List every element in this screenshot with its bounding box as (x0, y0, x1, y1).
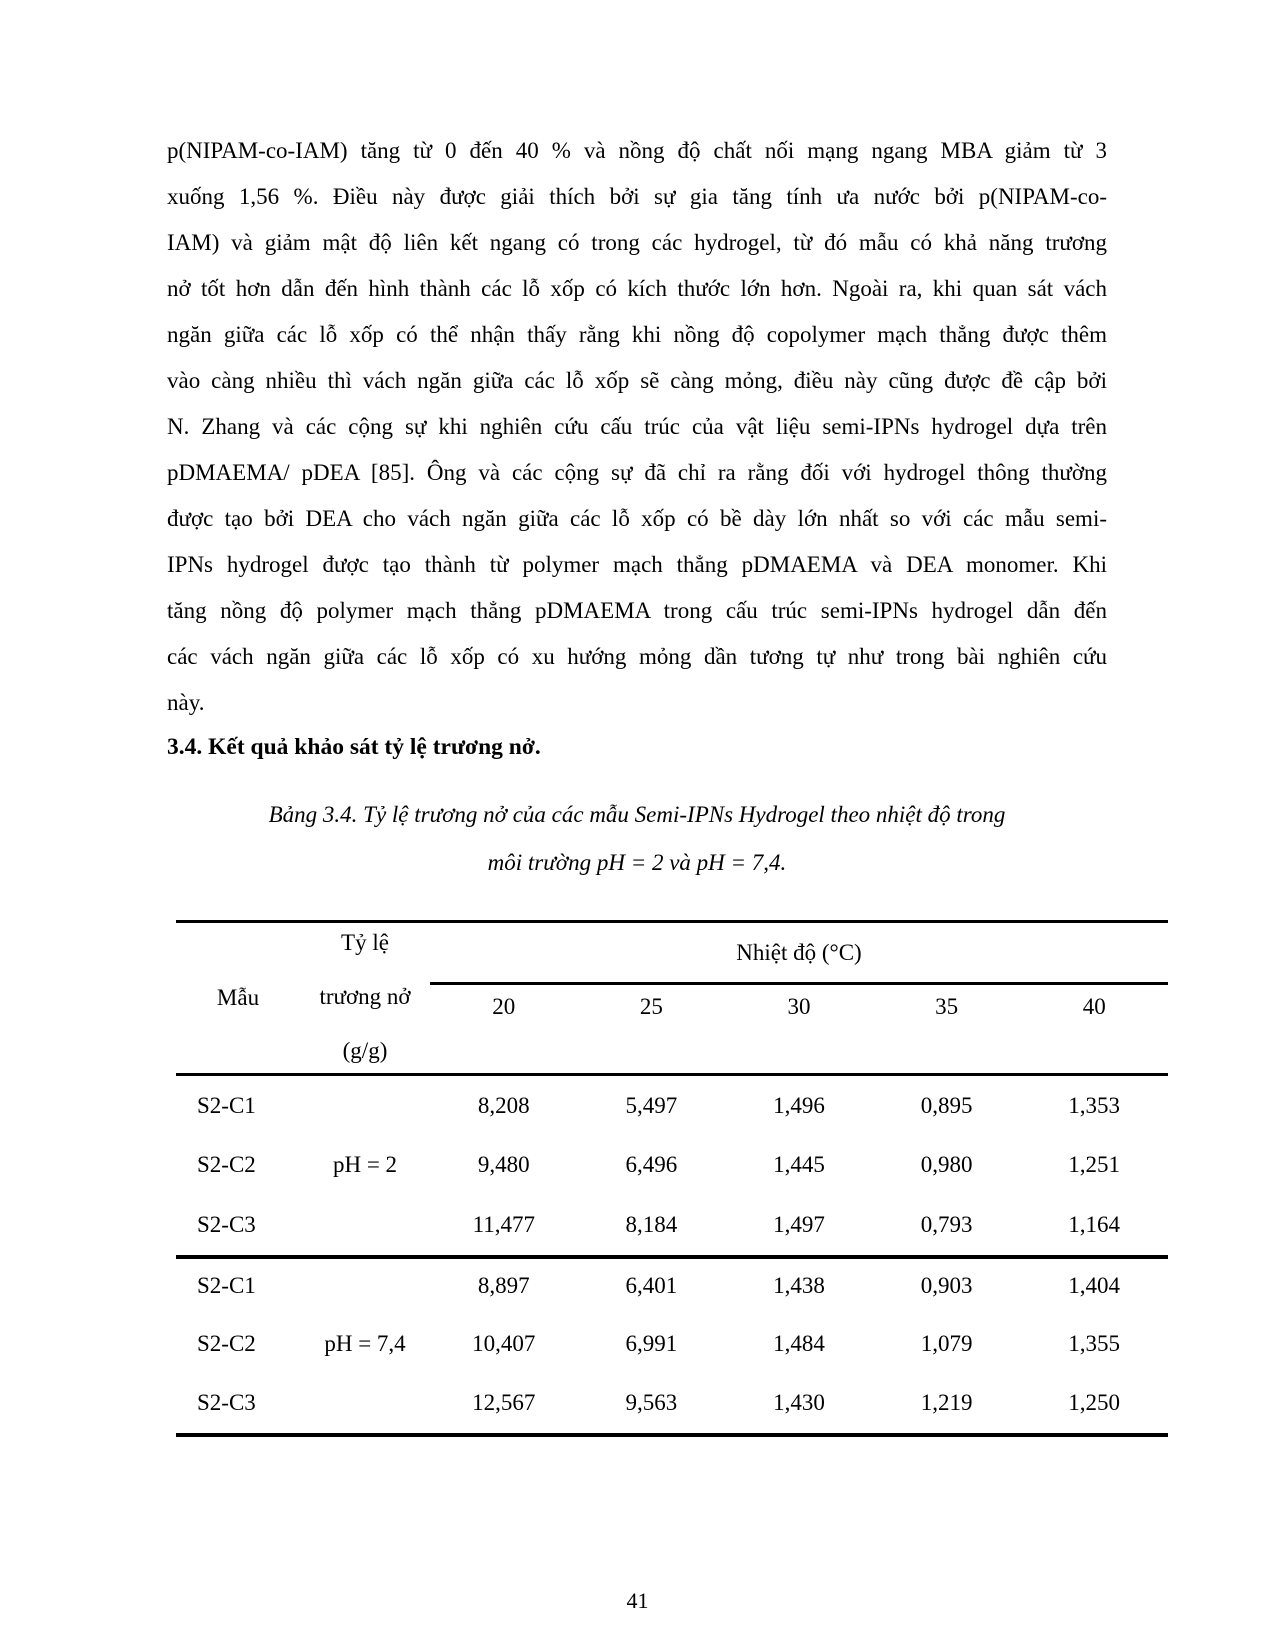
header-temperature-title: Nhiệt độ (°C) (430, 923, 1168, 985)
sample-cell: S2-C1 (197, 1273, 256, 1299)
value-cell: 1,219 (920, 1390, 973, 1416)
table-row (176, 1374, 1168, 1434)
paragraph-line: p(NIPAM-co-IAM) tăng từ 0 đến 40 % và nồng độ chất nối mạng ngang MBA giảm từ 3 (167, 138, 1107, 163)
table-body (176, 1076, 1168, 1437)
header-ratio-column (300, 923, 430, 1073)
paragraph-line: pDMAEMA/ pDEA [85]. Ông và các cộng sự đã chỉ ra rằng đối với hydrogel thông thường (167, 460, 1107, 485)
table-row (176, 1076, 1168, 1136)
paragraph-line: được tạo bởi DEA cho vách ngăn giữa các lỗ xốp có bề dày lớn nhất so với các mẫu semi- (167, 506, 1107, 531)
sample-cell: S2-C2 (197, 1152, 256, 1178)
header-sample-column: Mẫu (216, 985, 260, 1010)
paragraph-line: IAM) và giảm mật độ liên kết ngang có trong các hydrogel, từ đó mẫu có khả năng trương (167, 230, 1107, 255)
paragraph-line: tăng nồng độ polymer mạch thẳng pDMAEMA trong cấu trúc semi-IPNs hydrogel dẫn đến (167, 598, 1107, 623)
paragraph-line: này. (167, 690, 205, 715)
temp-col-label: 25 (639, 994, 663, 1019)
table-caption (167, 791, 1107, 887)
page-number: 41 (626, 1588, 649, 1613)
paragraph-line: IPNs hydrogel được tạo thành từ polymer mạch thẳng pDMAEMA và DEA monomer. Khi (167, 552, 1107, 577)
header-ratio-line-1: Tỷ lệ (341, 930, 389, 955)
body-paragraph (167, 128, 1107, 726)
table-row (176, 1136, 1168, 1196)
value-cell: 6,401 (625, 1273, 678, 1299)
value-cell: 9,563 (625, 1390, 678, 1416)
value-cell: 12,567 (472, 1390, 536, 1416)
table-caption-line-2: môi trường pH = 2 và pH = 7,4. (487, 850, 787, 875)
sample-cell: S2-C3 (197, 1390, 256, 1416)
temp-col-label: 30 (787, 994, 811, 1019)
value-cell: 10,407 (472, 1330, 536, 1356)
value-cell: 1,353 (1068, 1092, 1121, 1118)
value-cell: 5,497 (625, 1092, 678, 1118)
value-cell: 11,477 (472, 1211, 535, 1237)
value-cell: 1,497 (773, 1211, 825, 1237)
header-temperature-values (430, 985, 1168, 1020)
section-heading: 3.4. Kết quả khảo sát tỷ lệ trương nở. (167, 734, 541, 760)
value-cell: 0,895 (920, 1092, 973, 1118)
value-cell: 8,208 (477, 1092, 530, 1118)
temp-col-label: 40 (1082, 994, 1106, 1019)
value-cell: 1,404 (1068, 1273, 1121, 1299)
header-ratio-line-2: trương nở (319, 984, 411, 1009)
value-cell: 8,184 (625, 1211, 678, 1237)
paragraph-line: các vách ngăn giữa các lỗ xốp có xu hướng mỏng dần tương tự như trong bài nghiên cứu (167, 644, 1107, 669)
swelling-ratio-table (176, 920, 1168, 1437)
table-row (176, 1255, 1168, 1315)
value-cell: 1,355 (1068, 1330, 1121, 1356)
value-cell: 1,445 (773, 1152, 825, 1178)
paragraph-line: xuống 1,56 %. Điều này được giải thích bởi sự gia tăng tính ưa nước bởi p(NIPAM-co- (167, 184, 1107, 209)
paragraph-line: vào càng nhiều thì vách ngăn giữa các lỗ xốp sẽ càng mỏng, điều này cũng được đề cập bởi (167, 368, 1107, 393)
value-cell: 6,991 (625, 1330, 678, 1356)
value-cell: 9,480 (477, 1152, 530, 1178)
table-row (176, 1195, 1168, 1255)
temp-col-label: 20 (492, 994, 516, 1019)
paragraph-line: ngăn giữa các lỗ xốp có thể nhận thấy rằng khi nồng độ copolymer mạch thẳng được thêm (167, 322, 1107, 347)
value-cell: 0,903 (920, 1273, 973, 1299)
ph-cell: pH = 2 (332, 1152, 398, 1178)
value-cell: 1,164 (1068, 1211, 1121, 1237)
value-cell: 1,251 (1068, 1152, 1121, 1178)
value-cell: 8,897 (477, 1273, 530, 1299)
table-caption-line-1: Bảng 3.4. Tỷ lệ trương nở của các mẫu Semi-IPNs Hydrogel theo nhiệt độ trong (268, 802, 1006, 827)
value-cell: 1,079 (920, 1330, 973, 1356)
sample-cell: S2-C1 (197, 1092, 256, 1118)
value-cell: 0,980 (920, 1152, 973, 1178)
table-row (176, 1314, 1168, 1374)
paragraph-line: nở tốt hơn dẫn đến hình thành các lỗ xốp có kích thước lớn hơn. Ngoài ra, khi quan sát vách (167, 276, 1107, 301)
value-cell: 6,496 (625, 1152, 678, 1178)
temp-col-label: 35 (935, 994, 959, 1019)
header-ratio-line-3: (g/g) (342, 1038, 388, 1063)
value-cell: 1,484 (773, 1330, 825, 1356)
value-cell: 1,250 (1068, 1390, 1121, 1416)
value-cell: 1,430 (773, 1390, 825, 1416)
paragraph-line: N. Zhang và các cộng sự khi nghiên cứu cấu trúc của vật liệu semi-IPNs hydrogel dựa trên (167, 414, 1107, 439)
value-cell: 1,496 (773, 1092, 825, 1118)
ph-cell: pH = 7,4 (324, 1330, 406, 1356)
value-cell: 1,438 (773, 1273, 825, 1299)
table-header (176, 923, 1168, 1076)
sample-cell: S2-C2 (197, 1330, 256, 1356)
header-temperature-group (430, 923, 1168, 1073)
sample-cell: S2-C3 (197, 1211, 256, 1237)
value-cell: 0,793 (920, 1211, 973, 1237)
